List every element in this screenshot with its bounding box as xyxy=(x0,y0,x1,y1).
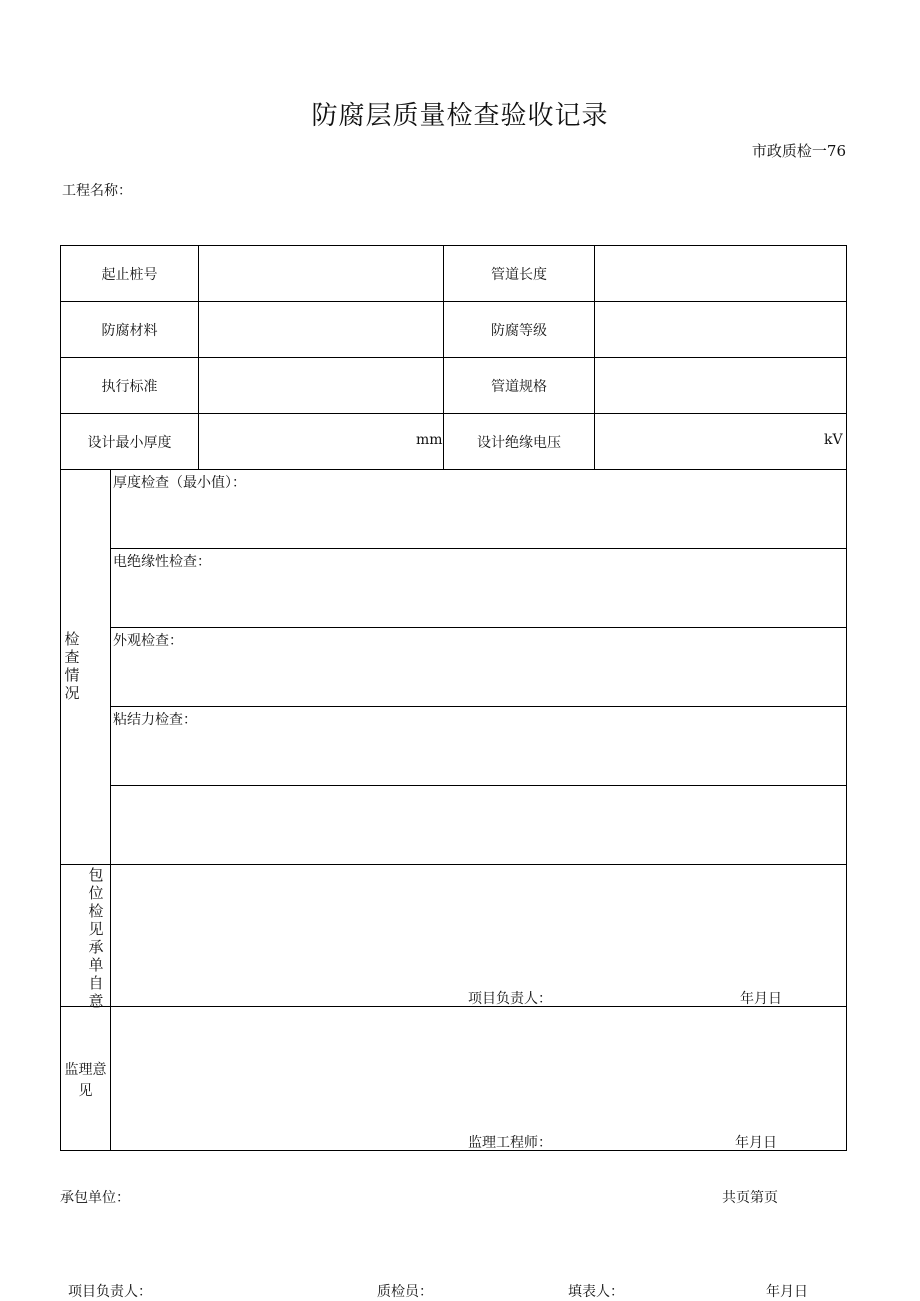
supervisor-date-label: 年月日 xyxy=(735,1135,777,1151)
supervisor-signer-label: 监理工程师： xyxy=(468,1135,552,1151)
footer-date-label: 年月日 xyxy=(766,1284,808,1300)
execution-standard-label: 执行标准 xyxy=(101,378,158,395)
contractor-date-label: 年月日 xyxy=(740,991,782,1007)
footer-project-manager-label: 项目负责人： xyxy=(68,1284,152,1300)
form-code: 市政质检一76 xyxy=(751,142,846,160)
contractor-side-label: 包 位 检 见 承 单 自 意 xyxy=(88,866,104,1010)
project-name-label: 工程名称： xyxy=(62,183,132,199)
start-end-stake-label: 起止桩号 xyxy=(101,266,158,283)
insulation-check-label: 电绝缘性检查： xyxy=(113,554,211,570)
anticorrosion-material-label: 防腐材料 xyxy=(101,322,158,339)
pipe-length-label: 管道长度 xyxy=(491,266,547,283)
supervisor-side-label-line2: 见 xyxy=(78,1083,93,1099)
quality-inspector-label: 质检员： xyxy=(377,1284,433,1300)
pipe-spec-label: 管道规格 xyxy=(491,378,547,395)
inspection-side-label: 检 查 情 况 xyxy=(64,630,80,702)
voltage-unit: kV xyxy=(824,432,843,448)
contractor-signer-label: 项目负责人： xyxy=(468,991,552,1007)
adhesion-check-label: 粘结力检查： xyxy=(113,712,197,728)
thickness-unit: mm xyxy=(416,432,443,448)
supervisor-side-label-line1: 监理意 xyxy=(64,1062,107,1078)
page-title: 防腐层质量检查验收记录 xyxy=(311,101,609,131)
design-min-thickness-label: 设计最小厚度 xyxy=(87,434,172,451)
anticorrosion-grade-label: 防腐等级 xyxy=(491,322,547,339)
thickness-check-label: 厚度检查（最小值）： xyxy=(113,475,246,491)
supervisor-side-label xyxy=(60,1060,111,1102)
appearance-check-label: 外观检查： xyxy=(113,633,183,649)
contractor-unit-label: 承包单位： xyxy=(60,1190,130,1206)
form-filler-label: 填表人： xyxy=(568,1284,624,1300)
pages-label: 共页第页 xyxy=(722,1190,778,1206)
design-insulation-voltage-label: 设计绝缘电压 xyxy=(477,434,561,451)
